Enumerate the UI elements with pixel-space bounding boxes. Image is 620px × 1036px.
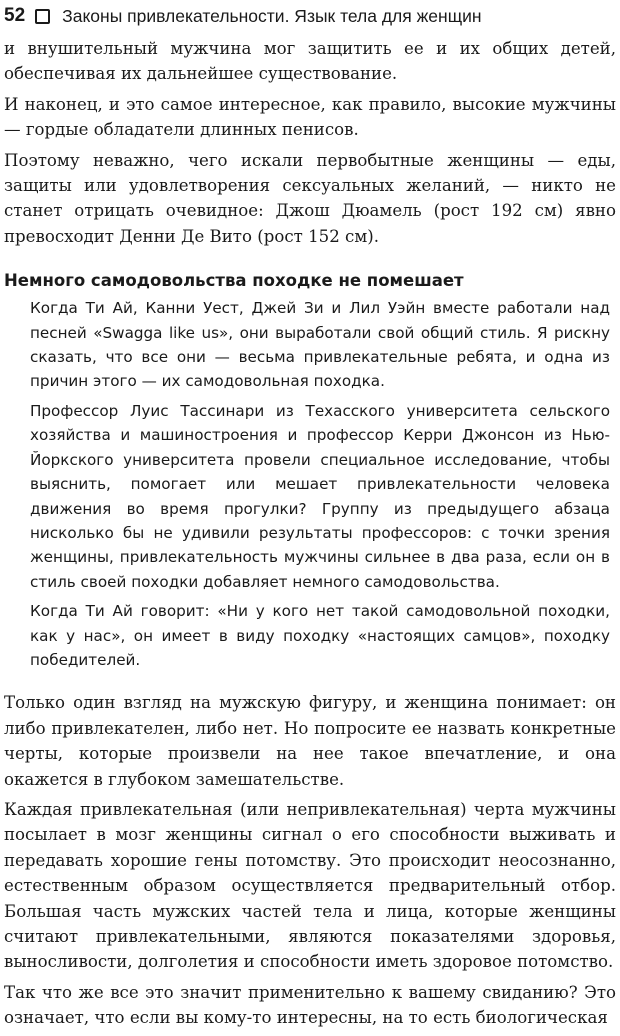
page-header	[4, 2, 482, 30]
body-paragraph: Только один взгляд на мужскую фигуру, и женщина понимает: он либо привлекателен, либо нет. Но попросите ее назвать конкретные черты, которые произвели на нее такое впечатление, и она окажется в глубоком замешательстве.	[4, 693, 616, 789]
square-outline-icon	[35, 9, 50, 24]
body-continuation	[4, 690, 616, 1030]
body-paragraph: Так что же все это значит применительно к вашему свиданию? Это означает, что если вы кому-то интересны, на то есть биологическая	[4, 982, 616, 1028]
body-paragraph: И наконец, и это самое интересное, как правило, высокие мужчины — гордые обладатели длинных пенисов.	[4, 94, 616, 140]
page-content	[4, 36, 616, 1036]
body-paragraph: и внушительный мужчина мог защитить ее и их общих детей, обеспечивая их дальнейшее существование.	[4, 39, 616, 84]
body-paragraph: Каждая привлекательная (или непривлекательная) черта мужчины посылает в мозг женщины сигнал о его способности выживать и передавать хорошие гены потомству. Это происходит неосознанно, естественным образом осуществляется предварительный отбор. Большая часть мужских частей тела и лица, которые женщины считают привлекательными, являются показателями здоровья, выносливости, долголетия и способности иметь здоровое потомство.	[4, 799, 616, 972]
page-number: 52	[4, 5, 26, 26]
sidebar-paragraph: Когда Ти Ай, Канни Уест, Джей Зи и Лил Уэйн вместе работали над песней «Swagga like us», они выработали свой общий стиль. Я рискну сказать, что все они — весьма привлекательные ребята, и одна из причин этого — их самодовольная походка.	[30, 299, 610, 391]
body-paragraph: Поэтому неважно, чего искали первобытные женщины — еды, защиты или удовлетворения сексуальных желаний, — никто не станет отрицать очевидное: Джош Дюамель (рост 192 см) явно превосходит Денни Де Вито (рост 152 см).	[4, 150, 616, 246]
sidebar-box	[30, 296, 610, 672]
running-title: Законы привлекательности. Язык тела для женщин	[62, 5, 482, 26]
sidebar-heading: Немного самодовольства походке не помешает	[4, 271, 464, 291]
sidebar-paragraph: Профессор Луис Тассинари из Техасского университета сельского хозяйства и машиностроения и профессор Керри Джонсон из Нью-Йоркского университета провели специальное исследование, чтобы выяснить, помогает или мешает привлекательности человека движения во время прогулки? Группу из предыдущего абзаца нисколько бы не удивили результаты профессоров: с точки зрения женщины, привлекательность мужчины сильнее в два раза, если он в стиль своей походки добавляет немного самодовольства.	[30, 401, 610, 591]
sidebar-paragraph: Когда Ти Ай говорит: «Ни у кого нет такой самодовольной походки, как у нас», он имеет в виду походку «настоящих самцов», походку победителей.	[30, 602, 610, 669]
